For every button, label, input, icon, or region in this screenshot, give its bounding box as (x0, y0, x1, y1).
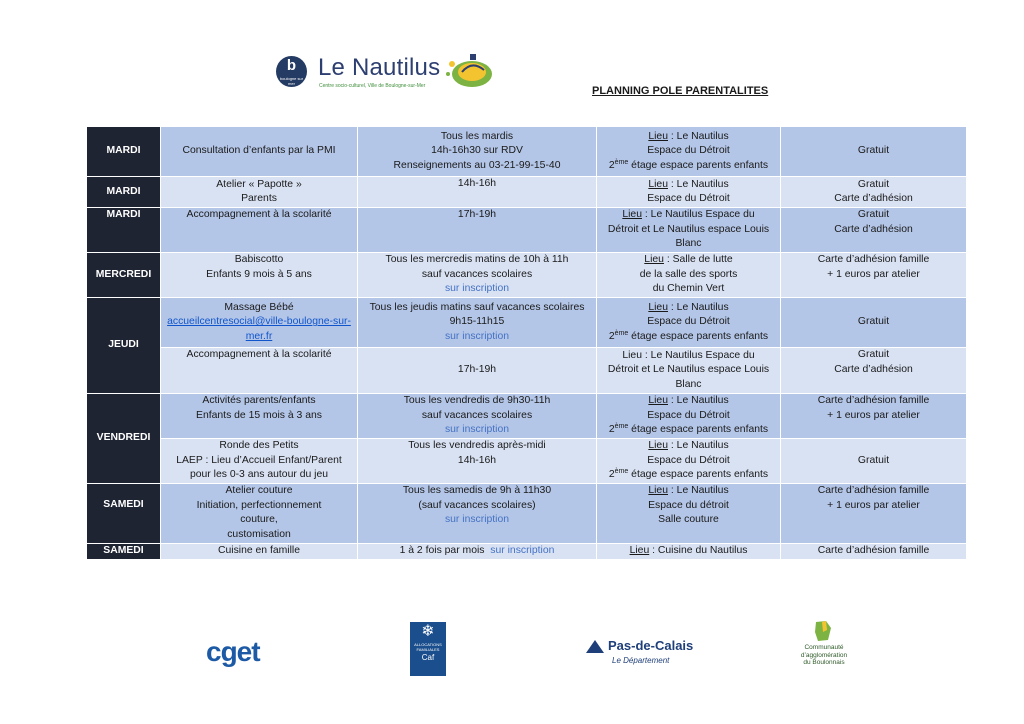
planning-table (86, 126, 967, 560)
schedule-line: sauf vacances scolaires (421, 268, 533, 280)
activity-line: Cuisine en famille (217, 545, 300, 556)
activity-cell (161, 439, 358, 484)
agglomeration-text (794, 644, 854, 667)
place-line: : Le Nautilus Espace du (644, 209, 755, 221)
place-line: Blanc (675, 378, 702, 390)
activity-cell (161, 348, 358, 394)
cget-logo: cget (206, 636, 260, 667)
place-line: : Le Nautilus (670, 440, 729, 452)
place-cell (597, 484, 781, 544)
nautilus-logo (276, 52, 494, 94)
activity-cell (161, 177, 358, 208)
activity-line: Enfants de 15 mois à 3 ans (196, 409, 322, 421)
schedule-line: Tous les mardis (440, 130, 514, 142)
place-line: Espace du Détroit (647, 193, 730, 204)
price-line: Gratuit (857, 349, 890, 360)
day-cell: MARDI (87, 127, 161, 177)
activity-line: Accompagnement à la scolarité (186, 209, 332, 220)
activity-cell (161, 253, 358, 298)
table-row (87, 544, 967, 560)
place-line: : Le Nautilus (670, 301, 729, 313)
price-line: Gratuit (857, 316, 890, 328)
place-cell (597, 348, 781, 394)
pdc-subtitle: Le Département (612, 656, 670, 665)
logo-tagline: Centre socio-culturel, Ville de Boulogne-sur-Mer (319, 83, 426, 89)
place-label: Lieu (648, 130, 668, 142)
place-line: Espace du Détroit (647, 145, 730, 157)
activity-line: pour les 0-3 ans autour du jeu (189, 469, 329, 481)
price-line: Gratuit (857, 209, 890, 220)
schedule-line: 17h-19h (457, 209, 497, 220)
activity-cell (161, 127, 358, 177)
floor-suffix: ème (614, 329, 629, 337)
table-row (87, 127, 967, 177)
place-cell (597, 127, 781, 177)
floor-text: étage espace parents enfants (628, 330, 769, 342)
place-line: : Salle de lutte (666, 254, 733, 266)
schedule-cell (358, 127, 597, 177)
table-row (87, 484, 967, 544)
schedule-line: 14h-16h (457, 454, 497, 466)
activity-line: Consultation d’enfants par la PMI (182, 145, 336, 157)
floor-text: étage espace parents enfants (628, 469, 769, 481)
registration-link[interactable]: sur inscription (444, 424, 510, 436)
table-row (87, 394, 967, 439)
place-label: Lieu (629, 545, 650, 556)
price-cell (781, 127, 967, 177)
place-line: Salle couture (658, 514, 719, 525)
activity-line: Ronde des Petits (219, 440, 299, 452)
activity-line: Babiscotto (234, 254, 284, 265)
pdc-name: Pas-de-Calais (608, 638, 694, 653)
registration-link[interactable]: sur inscription (444, 514, 510, 525)
place-cell (597, 394, 781, 439)
day-cell: JEUDI (87, 298, 161, 394)
place-label: Lieu (648, 178, 668, 190)
place-line: Espace du détroit (648, 499, 729, 511)
place-cell (597, 439, 781, 484)
place-line: : Le Nautilus (670, 130, 729, 142)
schedule-cell (358, 253, 597, 298)
price-line: Carte d’adhésion (834, 193, 913, 204)
price-cell (781, 298, 967, 348)
schedule-cell (358, 348, 597, 394)
schedule-line: Tous les mercredis matins de 10h à 11h (385, 254, 569, 266)
price-line: Carte d’adhésion (834, 363, 913, 375)
logo-name: Le Nautilus (318, 54, 441, 81)
schedule-line: 1 à 2 fois par mois (399, 545, 485, 556)
activity-line: LAEP : Lieu d’Accueil Enfant/Parent (176, 454, 342, 466)
place-label: Lieu (648, 301, 668, 313)
place-line: du Chemin Vert (652, 283, 725, 295)
schedule-cell (358, 394, 597, 439)
registration-link[interactable]: sur inscription (490, 545, 555, 556)
price-cell (781, 439, 967, 484)
place-cell (597, 253, 781, 298)
price-line: + 1 euros par atelier (827, 268, 920, 280)
price-line: + 1 euros par atelier (827, 409, 920, 421)
boulogne-badge-icon (276, 56, 307, 87)
price-line: Carte d’adhésion famille (817, 485, 930, 496)
price-line: Carte d’adhésion (834, 223, 913, 235)
place-line: : Cuisine du Nautilus (652, 545, 748, 556)
caf-name: Caf (421, 653, 435, 662)
activity-line: customisation (227, 528, 291, 540)
price-cell (781, 348, 967, 394)
day-cell: MARDI (87, 177, 161, 208)
place-line: de la salle des sports (639, 268, 738, 280)
agglomeration-line: du Boulonnais (803, 659, 845, 666)
price-cell (781, 177, 967, 208)
activity-line: Initiation, perfectionnement (196, 499, 322, 511)
caf-logo (410, 622, 446, 676)
price-line: Carte d’adhésion famille (817, 395, 930, 406)
place-label: Lieu (648, 485, 668, 496)
table-row (87, 177, 967, 208)
activity-line: Enfants 9 mois à 5 ans (206, 268, 312, 280)
place-label: Lieu (622, 349, 642, 361)
schedule-line: Tous les vendredis après-midi (408, 440, 546, 451)
schedule-cell (358, 544, 597, 560)
badge-text: boulogne sur mer (279, 76, 304, 86)
agglomeration-line: Communauté (804, 644, 844, 651)
activity-line: Activités parents/enfants (202, 395, 316, 406)
activity-line: Accompagnement à la scolarité (186, 349, 332, 360)
place-label: Lieu (648, 440, 668, 452)
pas-de-calais-logo (586, 638, 696, 672)
activity-cell (161, 298, 358, 348)
place-cell (597, 208, 781, 253)
schedule-cell (358, 439, 597, 484)
floor-text: étage espace parents enfants (628, 159, 769, 171)
day-cell: MARDI (87, 208, 161, 253)
registration-link[interactable]: sur inscription (444, 283, 510, 295)
place-line: Espace du Détroit (647, 409, 730, 421)
price-cell (781, 394, 967, 439)
floor-text: étage espace parents enfants (628, 424, 769, 436)
floor-number: 2 (608, 159, 615, 171)
activity-line: Atelier couture (225, 485, 293, 496)
badge-letter: b (286, 57, 297, 74)
price-line: Gratuit (857, 145, 890, 157)
place-cell (597, 544, 781, 560)
place-line: : Le Nautilus (670, 395, 729, 407)
floor-number: 2 (608, 469, 615, 481)
place-line: : Le Nautilus (670, 178, 729, 190)
floor-number: 2 (608, 330, 615, 342)
table-row (87, 208, 967, 253)
place-cell (597, 177, 781, 208)
place-line: : Le Nautilus (670, 485, 729, 496)
price-cell (781, 484, 967, 544)
schedule-line: 9h15-11h15 (449, 316, 505, 328)
place-line: : Le Nautilus Espace du (644, 349, 755, 361)
schedule-line: Tous les samedis de 9h à 11h30 (402, 485, 552, 496)
schedule-cell (358, 177, 597, 208)
snowflake-icon: ❄ (421, 623, 435, 640)
agglomeration-logo (794, 620, 854, 672)
schedule-cell (358, 298, 597, 348)
schedule-line: (sauf vacances scolaires) (418, 499, 536, 511)
map-icon (812, 620, 834, 642)
activity-line: Massage Bébé (224, 301, 294, 313)
price-line: Carte d’adhésion famille (817, 254, 930, 265)
schedule-line: Tous les jeudis matins sauf vacances scolaires (369, 301, 585, 313)
day-cell: SAMEDI (87, 484, 161, 544)
floor-suffix: ème (614, 468, 629, 476)
price-line: + 1 euros par atelier (827, 499, 920, 511)
floor-suffix: ème (614, 423, 629, 431)
floor-number: 2 (608, 424, 615, 436)
place-line: Espace du Détroit (647, 316, 730, 328)
nautilus-shell-icon (444, 52, 494, 90)
schedule-cell (358, 208, 597, 253)
activity-line: Atelier « Papotte » (216, 178, 302, 190)
agglomeration-line: d’agglomération (800, 651, 848, 659)
schedule-line: 14h-16h (457, 178, 497, 189)
price-line: Carte d’adhésion famille (817, 545, 930, 556)
day-cell: MERCREDI (87, 253, 161, 298)
place-cell (597, 298, 781, 348)
place-label: Lieu (648, 395, 668, 407)
caf-subtitle: ALLOCATIONS FAMILIALES (414, 642, 442, 652)
place-line: Blanc (675, 238, 702, 250)
table-row (87, 439, 967, 484)
triangle-icon (586, 640, 604, 653)
floor-suffix: ème (614, 158, 629, 166)
place-label: Lieu (622, 209, 642, 221)
schedule-cell (358, 484, 597, 544)
place-label: Lieu (644, 254, 664, 266)
schedule-line: sauf vacances scolaires (421, 409, 533, 421)
activity-cell (161, 484, 358, 544)
table-row (87, 298, 967, 348)
table-row (87, 348, 967, 394)
activity-line: couture, (240, 514, 278, 525)
price-line: Gratuit (857, 454, 890, 466)
day-cell: VENDREDI (87, 394, 161, 484)
schedule-line: Tous les vendredis de 9h30-11h (403, 395, 551, 407)
activity-cell (161, 394, 358, 439)
price-line: Gratuit (857, 178, 890, 190)
place-line: Détroit et Le Nautilus espace Louis (607, 364, 770, 376)
table-row (87, 253, 967, 298)
email-link[interactable]: accueilcentresocial@ville-boulogne-sur-mer.fr (167, 316, 351, 342)
place-line: Détroit et Le Nautilus espace Louis (607, 223, 770, 235)
activity-cell (161, 544, 358, 560)
schedule-line: Renseignements au 03-21-99-15-40 (393, 159, 561, 171)
activity-cell (161, 208, 358, 253)
schedule-line: 17h-19h (457, 364, 497, 376)
place-line: Espace du Détroit (647, 454, 730, 466)
planning-title: PLANNING POLE PARENTALITES (592, 85, 769, 97)
activity-line: Parents (241, 193, 277, 204)
day-cell: SAMEDI (87, 544, 161, 560)
price-cell (781, 253, 967, 298)
price-cell (781, 208, 967, 253)
schedule-line: 14h-16h30 sur RDV (431, 145, 523, 157)
price-cell (781, 544, 967, 560)
registration-link[interactable]: sur inscription (444, 330, 510, 342)
